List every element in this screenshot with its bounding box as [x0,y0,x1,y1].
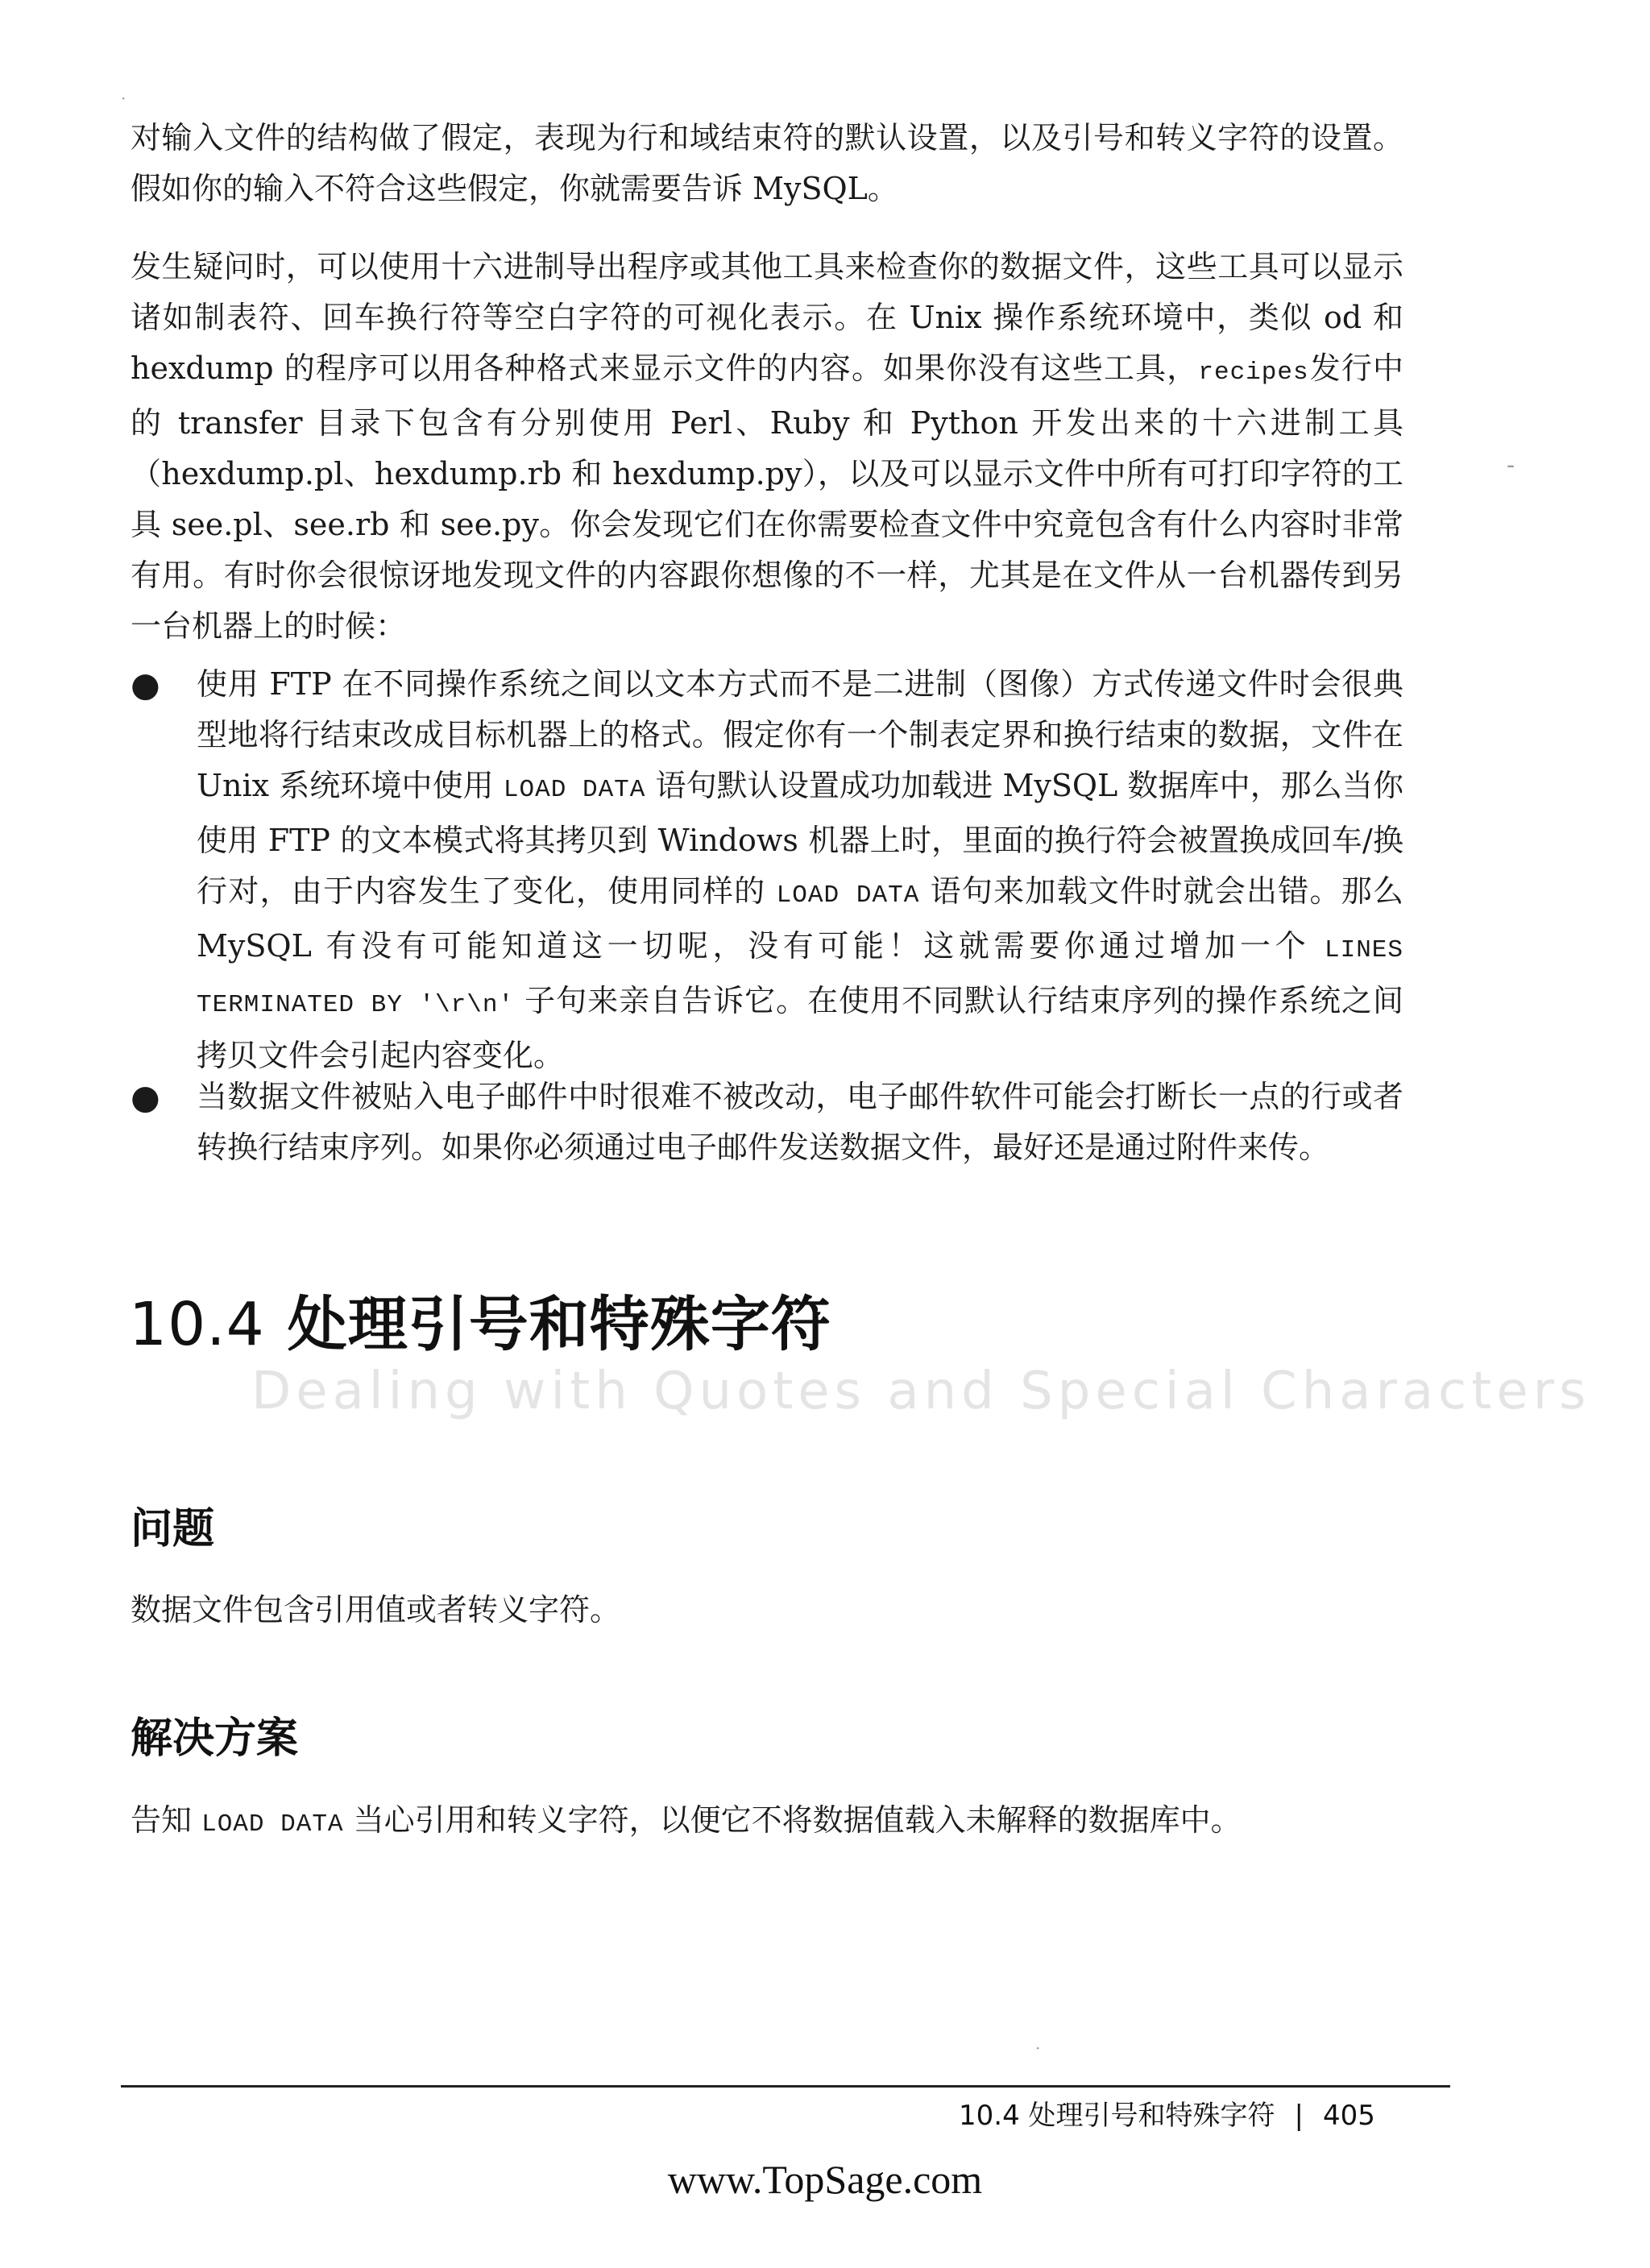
bullet-text-email [197,1072,1403,1173]
bullet-dot: ● [131,1077,160,1117]
problem-text-content: 数据文件包含引用值或者转义字符。 [131,1592,621,1627]
page-number: 405 [1322,2100,1375,2132]
solution-text [131,1795,1403,1850]
bullet-item-ftp [131,659,1403,1081]
hexdump-paragraph-text-a: 发生疑问时，可以使用十六进制导出程序或其他工具来检查你的数据文件，这些工具可以显示诸如制表符、回车换行符等空白字符的可视化表示。在 Unix 操作系统环境中，类似 od 和 hexdump 的程序可以用各种格式来显示文件的内容。如果你没有这些工具， [131,249,1403,386]
footer-rule [121,2085,1450,2088]
bullet-email-text: 当数据文件被贴入电子邮件中时很难不被改动，电子邮件软件可能会打断长一点的行或者转换行结束序列。如果你必须通过电子邮件发送数据文件，最好还是通过附件来传。 [197,1079,1403,1165]
section-title [129,1277,831,1362]
bullet-ftp-part2: 语句默认设置成功加载进 MySQL 数据库中，那么当你使用 FTP 的文本模式将其拷贝到 Windows 机器上时，里面的换行符会被置换成回车/换行对，由于内容发生了变化，使用同样的 [197,768,1403,909]
scan-speck: · [1035,2038,1041,2058]
hexdump-paragraph-text-b: 发行中的 transfer 目录下包含有分别使用 Perl、Ruby 和 Python 开发出来的十六进制工具（hexdump.pl、hexdump.rb 和 hexdump.py），以及可以显示文件中所有可打印字符的工具 see.pl、see.rb 和 see.py。你会发现它们在你需要检查文件中究竟包含有什么内容时非常有用。有时你会很惊讶地发现文件的内容跟你想像的不一样，尤其是在文件从一台机器传到另一台机器上的时候： [131,350,1403,644]
running-footer [959,2093,1375,2133]
problem-heading: 问题 [131,1505,215,1553]
bullet-dot: ● [131,665,160,704]
load-data-code: LOAD DATA [776,881,920,910]
intro-paragraph-text: 对输入文件的结构做了假定，表现为行和域结束符的默认设置，以及引号和转义字符的设置。假如你的输入不符合这些假定，你就需要告诉 MySQL。 [131,120,1403,206]
section-title-text: 处理引号和特殊字符 [287,1290,831,1359]
solution-text-part1: 告知 [131,1802,202,1838]
website-watermark: www.TopSage.com [667,2157,983,2202]
bullet-text-ftp [197,659,1403,1081]
footer-separator: | [1294,2100,1304,2132]
solution-text-part2: 当心引用和转义字符，以便它不将数据值载入未解释的数据库中。 [343,1802,1242,1838]
hexdump-paragraph [131,242,1403,652]
scan-dash: - [1507,451,1515,479]
scan-speck: · [121,89,126,108]
problem-text [131,1585,1403,1636]
bullet-ftp-part4: 子句来亲自告诉它。在使用不同默认行结束序列的操作系统之间拷贝文件会引起内容变化。 [197,983,1403,1073]
load-data-code: LOAD DATA [201,1810,344,1839]
section-subtitle: Dealing with Quotes and Special Characters [251,1362,1591,1421]
recipes-code: recipes [1198,359,1309,387]
bullet-item-email [131,1072,1403,1173]
section-number: 10.4 [129,1290,265,1359]
running-head: 10.4 处理引号和特殊字符 [959,2100,1275,2132]
solution-heading: 解决方案 [131,1714,299,1763]
load-data-code: LOAD DATA [503,776,646,804]
bullet-ftp-part1: 使用 FTP 在不同操作系统之间以文本方式而不是二进制（图像）方式传递文件时会很典型地将行结束改成目标机器上的格式。假定你有一个制表定界和换行结束的数据，文件在 Unix 系统环境中使用 [197,666,1403,803]
lines-terminated-code: LINES TERMINATED BY '\r\n' [197,936,1403,1019]
bullet-ftp-part3: 语句来加载文件时就会出错。那么 MySQL 有没有可能知道这一切呢，没有可能！这就需要你通过增加一个 [197,873,1403,964]
intro-paragraph [131,113,1403,214]
